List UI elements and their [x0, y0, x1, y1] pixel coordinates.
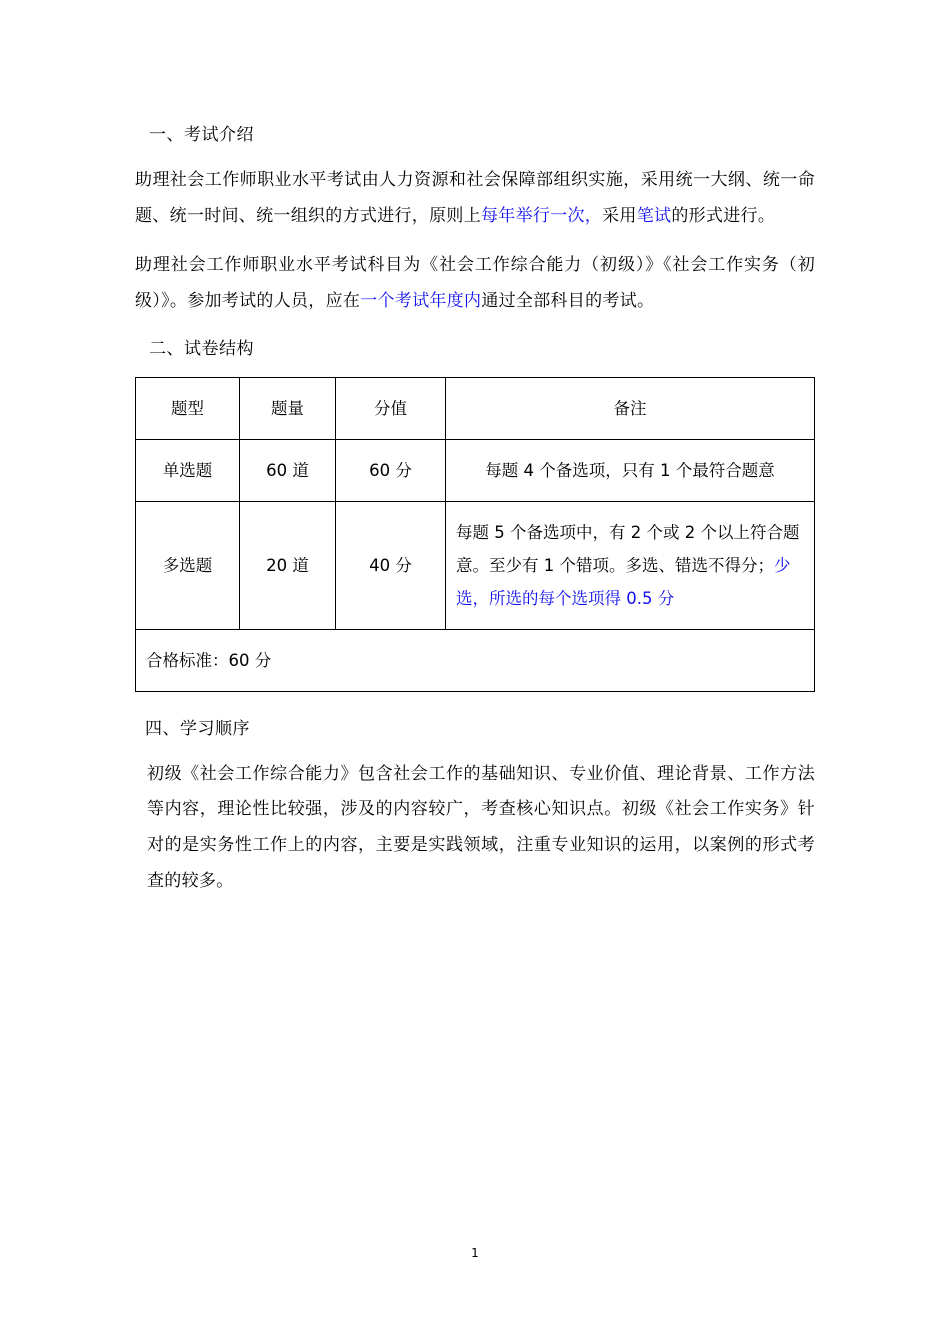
paper-structure-table — [135, 377, 815, 692]
table-header-cell-count: 题量 — [240, 377, 336, 439]
section-heading-study-order: 四、学习顺序 — [145, 718, 250, 739]
cell-count-multi: 20 道 — [240, 501, 336, 629]
table-header-cell-score: 分值 — [336, 377, 446, 439]
highlight-text-written: 笔试 — [636, 205, 672, 226]
cell-type-single: 单选题 — [136, 439, 240, 501]
table-row-pass-line — [136, 629, 815, 691]
cell-score-single: 60 分 — [336, 439, 446, 501]
table-row — [136, 439, 815, 501]
table-header-cell-type: 题型 — [136, 377, 240, 439]
cell-count-single: 60 道 — [240, 439, 336, 501]
table-header-row — [136, 377, 815, 439]
paragraph-exam-intro-2 — [135, 248, 815, 319]
paragraph-text-part: 助理社会工作师职业水平考试由人力资源和社会保障部组织实施，采用统一大纲、统一命题、统一时间、统一组织的方式进行，原则上 — [135, 170, 815, 226]
paragraph-text-part: 通过全部科目的考试。 — [481, 291, 655, 312]
paragraph-text-part: 采用 — [602, 205, 637, 226]
paragraph-text-part: 助理社会工作师职业水平考试科目为《社会工作综合能力（初级）》《社会工作实务（初级）》。参加考试的人员，应在 — [135, 255, 815, 312]
paragraph-exam-intro-1 — [135, 163, 815, 234]
paragraph-study-order: 初级《社会工作综合能力》包含社会工作的基础知识、专业价值、理论背景、工作方法等内容，理论性比较强，涉及的内容较广，考查核心知识点。初级《社会工作实务》针对的是实务性工作上的内容，主要是实践领域，注重专业知识的运用，以案例的形式考查的较多。 — [147, 763, 815, 891]
paragraph-text-part: 的形式进行。 — [671, 205, 776, 226]
cell-type-multi: 多选题 — [136, 501, 240, 629]
table-row — [136, 501, 815, 629]
cell-note-text: 每题 5 个备选项中，有 2 个或 2 个以上符合题意。至少有 1 个错项。多选、错选不得分； — [456, 522, 800, 575]
section-heading-exam-intro: 一、考试介绍 — [149, 125, 254, 145]
highlight-text-yearly: 每年举行一次， — [481, 205, 603, 226]
cell-pass-standard: 合格标准：60 分 — [136, 629, 815, 691]
cell-note-single: 每题 4 个备选项，只有 1 个最符合题意 — [446, 439, 815, 501]
table-header-cell-note: 备注 — [446, 377, 815, 439]
cell-note-multi — [446, 501, 815, 629]
cell-note-highlight: 少选，所选的每个选项得 0.5 分 — [456, 555, 791, 608]
page-number: 1 — [471, 1246, 479, 1260]
cell-score-multi: 40 分 — [336, 501, 446, 629]
section-heading-paper-structure: 二、试卷结构 — [149, 338, 254, 359]
highlight-text-one-year: 一个考试年度内 — [360, 291, 482, 312]
